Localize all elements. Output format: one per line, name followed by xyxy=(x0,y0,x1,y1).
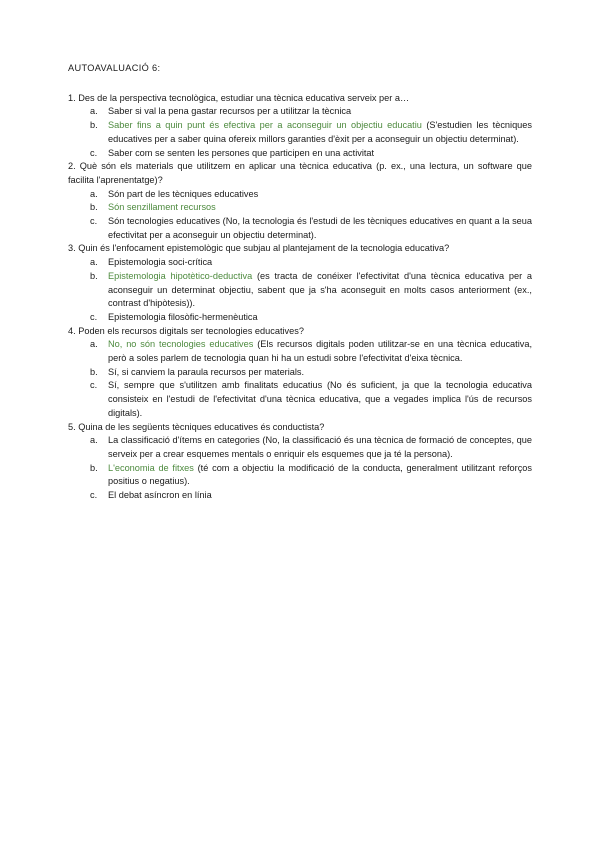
question-block xyxy=(68,421,532,503)
option-marker: c. xyxy=(90,311,98,322)
option-item[interactable] xyxy=(68,119,532,146)
option-explanation: (Els recursos digitals poden utilitzar-se en una tècnica educativa, però a soles parlem de tecnologia quan hi ha un estudi sobre l'efectivitat d'eixa tècnica. xyxy=(108,339,532,364)
option-answer: Epistemologia filosòfic-hermenèutica xyxy=(108,311,258,322)
option-answer: Epistemologia soci-crítica xyxy=(108,257,213,268)
option-marker: c. xyxy=(90,147,98,158)
option-marker: b. xyxy=(90,462,98,473)
option-explanation: (té com a objectiu la modificació de la conducta, generalment utilitzant reforços positius o negatius). xyxy=(108,462,533,487)
question-stem: 3. Quin és l'enfocament epistemològic que subjau al plantejament de la tecnologia educativa? xyxy=(68,243,450,254)
question-block xyxy=(68,242,532,324)
option-explanation: (No, la classificació és una tècnica de formació de conceptes, que serveix per a crear esquemes mentals o enriquir els esquemes que ja té la persona). xyxy=(108,435,532,459)
option-item[interactable] xyxy=(68,105,532,119)
option-marker: c. xyxy=(90,216,98,227)
option-answer: Sí, sempre que s'utilitzen amb finalitats educatius xyxy=(108,380,323,391)
question-block xyxy=(68,325,532,421)
option-list xyxy=(68,256,532,325)
question-block xyxy=(68,92,532,161)
option-answer: El debat asíncron en línia xyxy=(108,490,212,501)
option-marker: a. xyxy=(90,188,98,199)
option-answer-correct: Saber fins a quin punt és efectiva per a aconseguir un objectiu educatiu xyxy=(108,120,422,131)
option-item[interactable] xyxy=(68,379,532,420)
question-stem: 5. Quina de les següents tècniques educatives és conductista? xyxy=(68,421,325,432)
option-marker: c. xyxy=(90,380,98,391)
option-answer: Saber com se senten les persones que participen en una activitat xyxy=(108,147,375,158)
option-list xyxy=(68,434,532,503)
option-answer: Són tecnologies educatives xyxy=(108,216,221,227)
option-item[interactable] xyxy=(68,338,532,365)
option-answer-correct: L'economia de fitxes xyxy=(108,462,194,473)
question-stem: 2. Què són els materials que utilitzem en aplicar una tècnica educativa (p. ex., una lectura, un software que facilita l'aprenentatge)? xyxy=(68,161,532,185)
option-item[interactable] xyxy=(68,366,532,380)
option-marker: a. xyxy=(90,257,98,268)
question-stem: 1. Des de la perspectiva tecnològica, estudiar una tècnica educativa serveix per a… xyxy=(68,92,410,103)
option-item[interactable] xyxy=(68,462,532,489)
option-answer: Són part de les tècniques educatives xyxy=(108,188,259,199)
option-item[interactable] xyxy=(68,270,532,311)
option-list xyxy=(68,338,532,420)
option-marker: a. xyxy=(90,339,98,350)
option-list xyxy=(68,105,532,160)
option-item[interactable] xyxy=(68,201,532,215)
question-stem: 4. Poden els recursos digitals ser tecnologies educatives? xyxy=(68,325,304,336)
option-item[interactable] xyxy=(68,311,532,325)
option-list xyxy=(68,188,532,243)
option-item[interactable] xyxy=(68,147,532,161)
option-item[interactable] xyxy=(68,215,532,242)
option-marker: b. xyxy=(90,120,98,131)
option-item[interactable] xyxy=(68,256,532,270)
option-marker: a. xyxy=(90,435,98,446)
option-answer: Saber si val la pena gastar recursos per a utilitzar la tècnica xyxy=(108,106,352,117)
option-answer: La classificació d'ítems en categories xyxy=(108,435,260,446)
question-block xyxy=(68,160,532,242)
option-explanation: (No, la tecnologia és l'estudi de les tècniques educatives en quant a la seua efectivitat per a aconseguir un objectiu determinat). xyxy=(108,216,532,240)
option-marker: c. xyxy=(90,490,98,501)
option-item[interactable] xyxy=(68,489,532,503)
option-marker: b. xyxy=(90,202,98,213)
option-explanation: (No és suficient, ja que la tecnologia educativa consisteix en l'estudi de l'efectivitat d'una tècnica educativa, que a vegades implica l'ús de recursos digitals). xyxy=(108,380,532,418)
option-answer-correct: No, no són tecnologies educatives xyxy=(108,339,254,350)
document-title: AUTOAVALUACIÓ 6: xyxy=(68,63,161,73)
option-marker: b. xyxy=(90,270,98,281)
option-marker: b. xyxy=(90,366,98,377)
option-item[interactable] xyxy=(68,188,532,202)
option-marker: a. xyxy=(90,106,98,117)
option-explanation: (es tracta de conéixer l'efectivitat d'una tècnica educativa per a aconseguir un determinat objectiu, sabent que ja s'ha aconseguit en molts casos anteriorment (ex., contrast d'hipòtesis)). xyxy=(108,270,532,309)
questions-list xyxy=(68,92,532,503)
option-item[interactable] xyxy=(68,434,532,461)
option-answer: Sí, si canviem la paraula recursos per materials. xyxy=(108,366,305,377)
option-explanation: (S'estudien les tècniques educatives per a saber quina ofereix millors garanties d'èxit per a aconseguir un objectiu determinat). xyxy=(108,120,532,144)
option-answer-correct: Epistemologia hipotètico-deductiva xyxy=(108,270,253,281)
option-answer-correct: Són senzillament recursos xyxy=(108,202,216,213)
